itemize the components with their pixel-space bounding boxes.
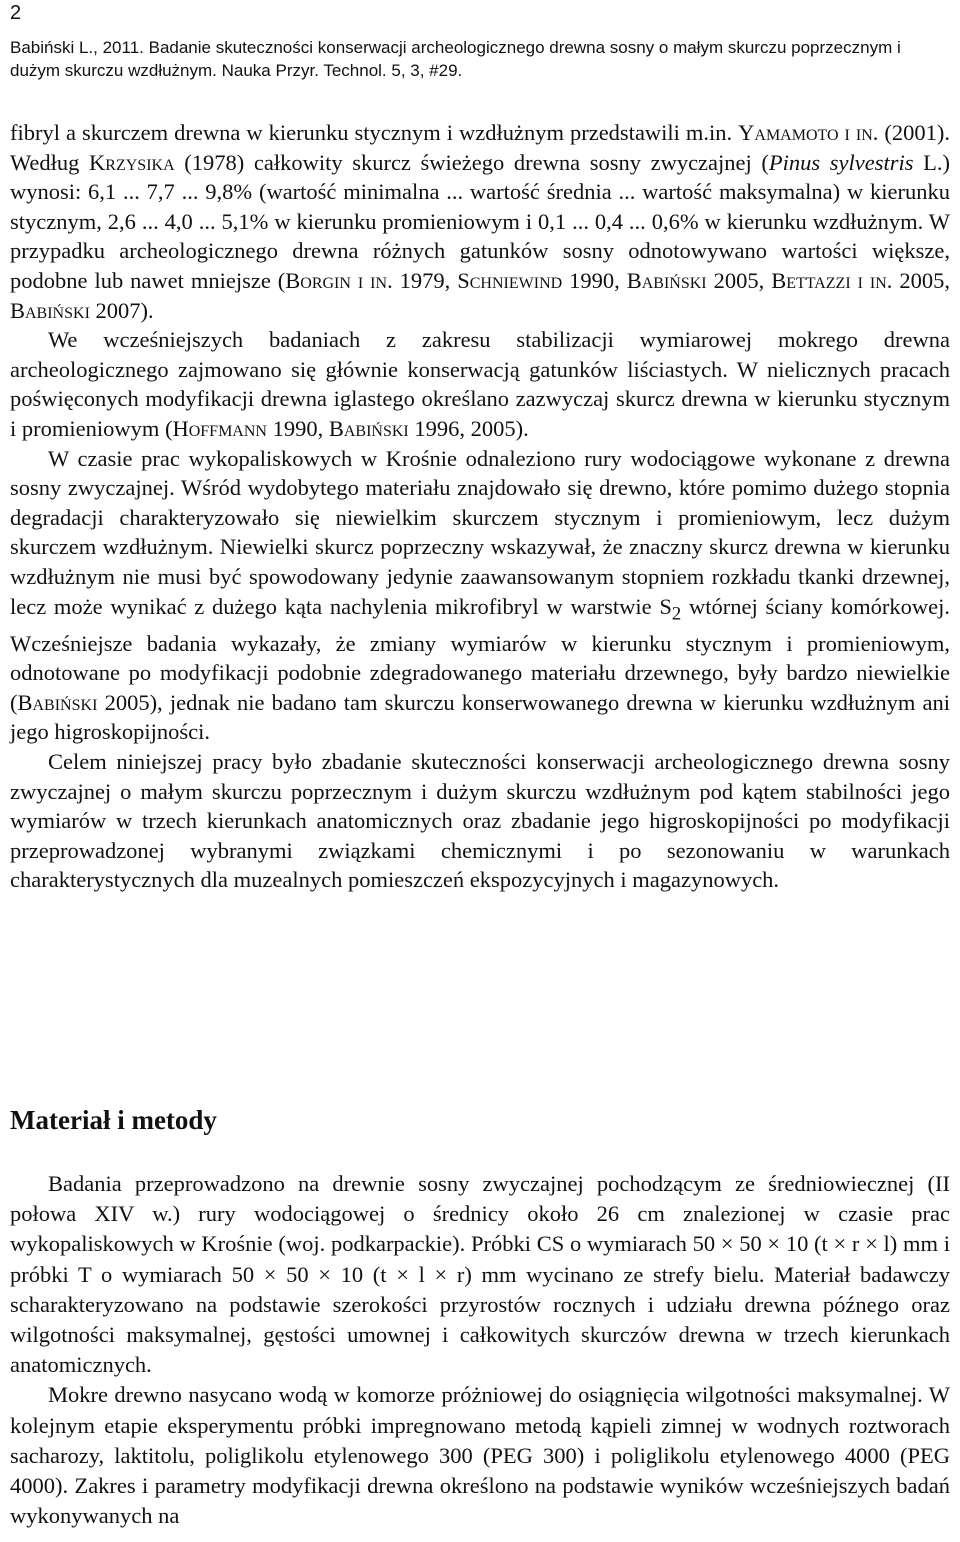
author-citation: Krzysika: [89, 149, 175, 175]
methods-paragraph-1: Badania przeprowadzono na drewnie sosny zwyczajnej pochodzącym ze średniowiecznej (II połowa XIV w.) rury wodociągowej o średnicy około 26 cm znalezionej w czasie prac wykopaliskowych w Krośnie (woj. podkarpackie). Próbki CS o wymiarach 50 × 50 × 10 (t × r × l) mm i próbki T o wymiarach 50 × 50 × 10 (t × l × r) mm wycinano ze strefy bielu. Materiał badawczy scharakteryzowano na podstawie szerokości przyrostów rocznych i udziału drewna późnego oraz wilgotności maksymalnej, gęstości umownej i całkowitych skurczów drewna w trzech kierunkach anatomicznych.: [10, 1171, 950, 1378]
author-citation: Yamamoto i in.: [738, 120, 879, 145]
text-run: fibryl a skurczem drewna w kierunku stycznym i wzdłużnym przedstawili m.in.: [10, 120, 739, 145]
methods-section: [10, 1169, 950, 1531]
text-run: (2001). Według: [10, 120, 950, 175]
text-run: wtórnej ściany komórkowej. Wcześniejsze badania wykazały, że zmiany wymiarów w kierunku stycznym i promieniowym, odnotowane po modyfikacji podobnie zdegradowanego materiału drzewnego, były bardzo niewielkie (: [10, 593, 950, 715]
intro-paragraph-2: [10, 325, 950, 443]
introduction-section: [10, 118, 950, 895]
running-header-citation: Babiński L., 2011. Badanie skuteczności konserwacji archeologicznego drewna sosny o małym skurczu poprzecznym i dużym skurczu wzdłużnym. Nauka Przyr. Technol. 5, 3, #29.: [10, 38, 901, 80]
text-run: 1990,: [266, 415, 329, 441]
text-run: W czasie prac wykopaliskowych w Krośnie odnaleziono rury wodociągowe wykonane z drewna sosny zwyczajnej. Wśród wydobytego materiału znajdowało się drewno, które pomimo dużego stopnia degradacji charakteryzowało się niewielkim skurczem stycznym i promieniowym, lecz dużym skurczem wzdłużnym. Niewielki skurcz poprzeczny wskazywał, że znaczny skurcz drewna w kierunku wzdłużnym nie musi być spowodowany jedynie zaawansowanym stopniem rozkładu tkanki drzewnej, lecz może wynikać z dużego kąta nachylenia mikrofibryl w warstwie S: [10, 445, 950, 619]
intro-paragraph-3: [10, 444, 950, 747]
methods-paragraph-2: Mokre drewno nasycano wodą w komorze próżniowej do osiągnięcia wilgotności maksymalnej. W kolejnym etapie eksperymentu próbki impregnowano metodą kąpieli zimnej w wodnych roztworach sacharozy, laktitolu, poliglikolu etylenowego 300 (PEG 300) i poliglikolu etylenowego 4000 (PEG 4000). Zakres i parametry modyfikacji drewna określono na podstawie wyników wcześniejszych badań wykonywanych na: [10, 1382, 950, 1529]
subscript: 2: [671, 603, 682, 624]
text-run: 1996, 2005).: [408, 415, 529, 441]
author-citation: Babiński: [10, 297, 90, 323]
intro-paragraph-4: Celem niniejszej pracy było zbadanie skuteczności konserwacji archeologicznego drewna sosny zwyczajnej o małym skurczu poprzecznym i dużym skurczu wzdłużnym pod kątem stabilności jego wymiarów w trzech kierunkach anatomicznych oraz zbadanie jego higroskopijności po modyfikacji przeprowadzonej wybranymi związkami chemicznymi i po sezonowaniu w warunkach charakterystycznych dla muzealnych pomieszczeń ekspozycyjnych i magazynowych.: [10, 748, 950, 893]
text-run: We wcześniejszych badaniach z zakresu stabilizacji wymiarowej mokrego drewna archeologicznego zajmowano się głównie konserwacją gatunków liściastych. W nielicznych pracach poświęconych modyfikacji drewna iglastego określano zazwyczaj skurcz drewna w kierunku stycznym i promieniowym (: [10, 327, 950, 441]
text-run: 1990,: [562, 267, 627, 293]
text-run: 2007).: [89, 297, 154, 323]
page-number: 2: [10, 2, 22, 24]
intro-paragraph-1: [10, 118, 950, 325]
author-citation: Hoffmann: [172, 415, 267, 441]
section-heading-methods: Materiał i metody: [10, 1105, 217, 1135]
author-citation: Babiński: [328, 415, 409, 441]
text-run: 1979,: [392, 267, 458, 293]
author-citation: Bettazzi i in.: [771, 267, 893, 293]
text-run: 2005,: [706, 267, 772, 293]
text-run: 2005), jednak nie badano tam skurczu konserwowanego drewna w kierunku wzdłużnym ani jego higroskopijności.: [10, 689, 950, 745]
text-run: 2005,: [892, 267, 951, 293]
text-run: L.) wynosi: 6,1 ... 7,7 ... 9,8% (wartość minimalna ... wartość średnia ... wartość maksymalna) w kierunku stycznym, 2,6 ... 4,0 ... 5,1% w kierunku promieniowym i 0,1 ... 0,4 ... 0,6% w kierunku wzdłużnym. W przypadku archeologicznego drewna różnych gatunków sosny odnotowywano wartości większe, podobne lub nawet mniejsze (: [10, 149, 950, 293]
author-citation: Borgin i in.: [285, 267, 393, 293]
text-run: (1978) całkowity skurcz świeżego drewna sosny zwyczajnej (: [174, 149, 769, 175]
author-citation: Schniewind: [457, 267, 563, 293]
species-name: Pinus sylvestris: [768, 149, 914, 175]
author-citation: Babiński: [626, 267, 707, 293]
author-citation: Babiński: [17, 689, 98, 715]
